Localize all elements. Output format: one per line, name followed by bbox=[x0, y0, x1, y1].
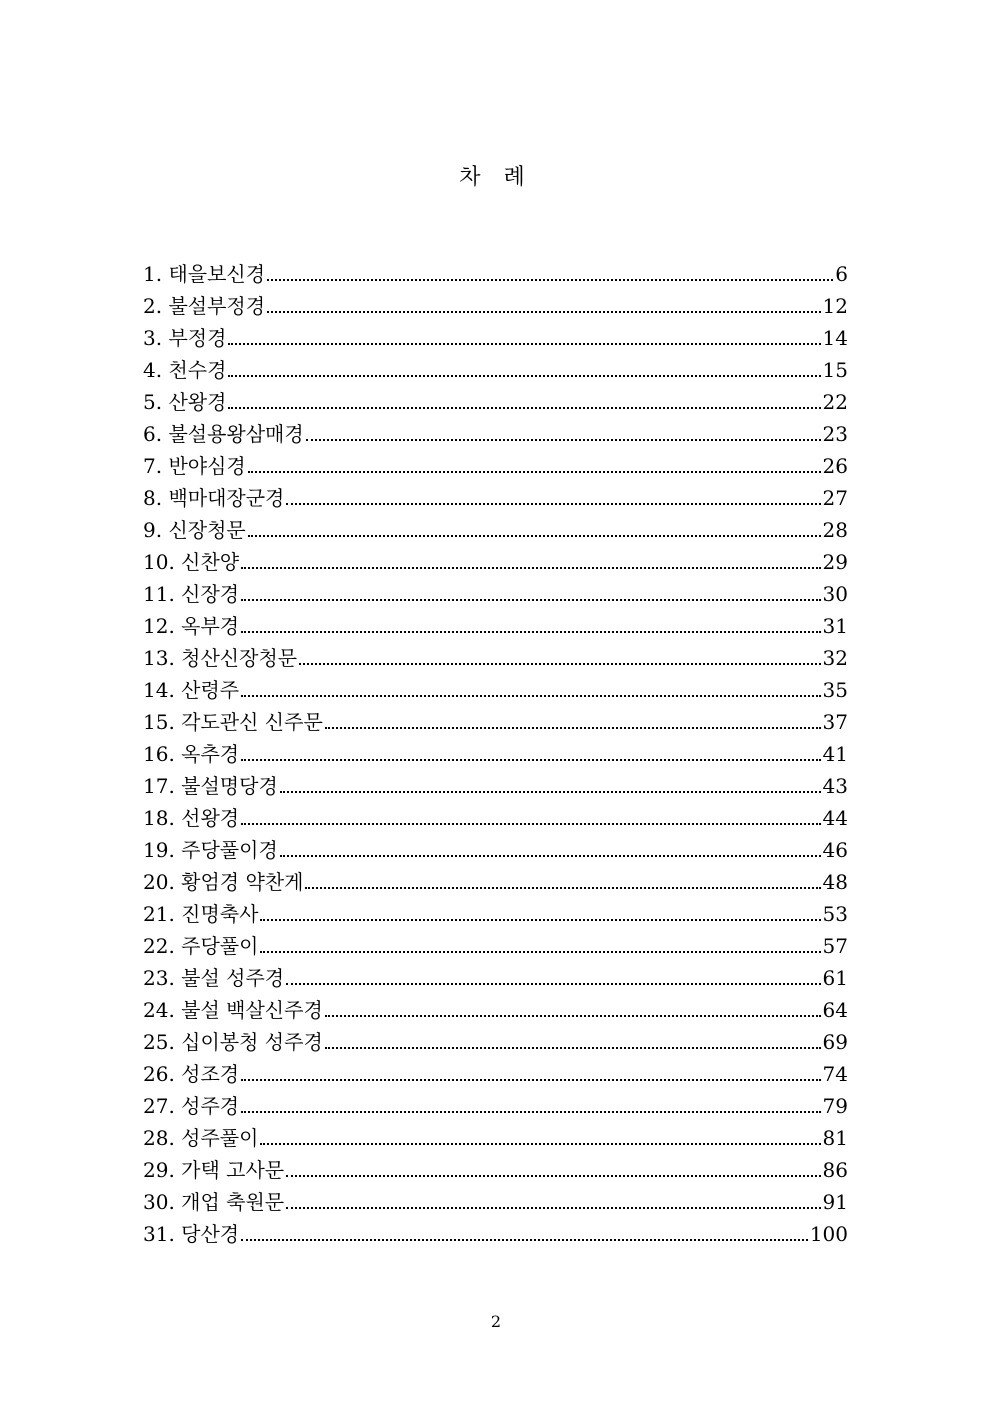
toc-entry-page: 12 bbox=[822, 294, 848, 318]
toc-entry-number: 22. bbox=[143, 934, 175, 958]
toc-entry-title: 불설 성주경 bbox=[181, 966, 285, 990]
toc-entry-number: 7. bbox=[143, 454, 163, 478]
toc-entry-page: 35 bbox=[822, 678, 848, 702]
toc-entry-page: 81 bbox=[822, 1126, 848, 1150]
toc-entry-page: 6 bbox=[835, 262, 848, 286]
toc-entry-number: 21. bbox=[143, 902, 175, 926]
toc-entry bbox=[143, 482, 848, 514]
toc-entry-page: 22 bbox=[822, 390, 848, 414]
toc-entry-number: 5. bbox=[143, 390, 163, 414]
toc-entry-title: 천수경 bbox=[168, 358, 227, 382]
toc-entry-page: 23 bbox=[822, 422, 848, 446]
dot-leader bbox=[241, 695, 820, 697]
dot-leader bbox=[260, 951, 820, 953]
toc-entry-page: 28 bbox=[822, 518, 848, 542]
toc-entry-page: 64 bbox=[822, 998, 848, 1022]
dot-leader bbox=[241, 1079, 820, 1081]
toc-entry-title: 진명축사 bbox=[181, 902, 259, 926]
toc-entry-page: 61 bbox=[822, 966, 848, 990]
toc-entry-number: 24. bbox=[143, 998, 175, 1022]
toc-entry-number: 30. bbox=[143, 1190, 175, 1214]
toc-entry-page: 86 bbox=[822, 1158, 848, 1182]
toc-entry-number: 11. bbox=[143, 582, 175, 606]
dot-leader bbox=[228, 407, 820, 409]
toc-entry bbox=[143, 994, 848, 1026]
dot-leader bbox=[248, 535, 821, 537]
dot-leader bbox=[306, 439, 821, 441]
toc-entry bbox=[143, 1218, 848, 1250]
toc-entry-number: 15. bbox=[143, 710, 175, 734]
toc-entry bbox=[143, 578, 848, 610]
toc-entry bbox=[143, 1090, 848, 1122]
toc-entry-number: 10. bbox=[143, 550, 175, 574]
toc-entry-page: 53 bbox=[822, 902, 848, 926]
toc-entry-number: 3. bbox=[143, 326, 163, 350]
dot-leader bbox=[241, 759, 820, 761]
toc-entry bbox=[143, 450, 848, 482]
toc-entry-page: 14 bbox=[822, 326, 848, 350]
toc-entry-page: 27 bbox=[822, 486, 848, 510]
toc-entry-page: 37 bbox=[822, 710, 848, 734]
toc-entry-page: 43 bbox=[822, 774, 848, 798]
dot-leader bbox=[299, 663, 820, 665]
toc-entry bbox=[143, 258, 848, 290]
dot-leader bbox=[267, 279, 833, 281]
toc-entry-page: 91 bbox=[822, 1190, 848, 1214]
dot-leader bbox=[325, 1015, 821, 1017]
toc-entry bbox=[143, 1186, 848, 1218]
toc-entry bbox=[143, 642, 848, 674]
toc-entry-number: 19. bbox=[143, 838, 175, 862]
toc-entry-title: 십이봉청 성주경 bbox=[181, 1030, 323, 1054]
toc-entry bbox=[143, 546, 848, 578]
toc-entry-title: 성조경 bbox=[181, 1062, 240, 1086]
dot-leader bbox=[280, 791, 821, 793]
toc-entry-title: 신찬양 bbox=[181, 550, 240, 574]
toc-entry bbox=[143, 418, 848, 450]
dot-leader bbox=[241, 599, 820, 601]
toc-entry-page: 32 bbox=[822, 646, 848, 670]
toc-entry-number: 18. bbox=[143, 806, 175, 830]
dot-leader bbox=[241, 1239, 808, 1241]
dot-leader bbox=[267, 311, 820, 313]
toc-entry-title: 옥부경 bbox=[181, 614, 240, 638]
dot-leader bbox=[305, 887, 820, 889]
dot-leader bbox=[241, 631, 820, 633]
toc-entry-page: 69 bbox=[822, 1030, 848, 1054]
toc-entry-page: 44 bbox=[822, 806, 848, 830]
toc-entry-number: 13. bbox=[143, 646, 175, 670]
toc-entry-page: 31 bbox=[822, 614, 848, 638]
toc-entry-number: 16. bbox=[143, 742, 175, 766]
toc-entry-title: 부정경 bbox=[168, 326, 227, 350]
toc-entry-number: 31. bbox=[143, 1222, 175, 1246]
dot-leader bbox=[286, 503, 820, 505]
dot-leader bbox=[241, 567, 820, 569]
toc-entry-number: 8. bbox=[143, 486, 163, 510]
toc-entry-title: 산령주 bbox=[181, 678, 240, 702]
toc-entry-number: 4. bbox=[143, 358, 163, 382]
toc-entry-title: 선왕경 bbox=[181, 806, 240, 830]
table-of-contents bbox=[143, 258, 848, 1250]
toc-entry-title: 산왕경 bbox=[168, 390, 227, 414]
toc-entry bbox=[143, 802, 848, 834]
toc-entry bbox=[143, 738, 848, 770]
toc-entry bbox=[143, 930, 848, 962]
toc-entry-title: 불설부정경 bbox=[168, 294, 266, 318]
toc-entry-page: 26 bbox=[822, 454, 848, 478]
toc-entry bbox=[143, 1058, 848, 1090]
toc-entry-page: 48 bbox=[822, 870, 848, 894]
toc-entry-title: 불설명당경 bbox=[181, 774, 278, 798]
dot-leader bbox=[228, 375, 820, 377]
dot-leader bbox=[260, 919, 820, 921]
toc-entry-page: 46 bbox=[822, 838, 848, 862]
toc-entry-title: 개업 축원문 bbox=[181, 1190, 285, 1214]
dot-leader bbox=[325, 727, 821, 729]
toc-entry bbox=[143, 834, 848, 866]
dot-leader bbox=[280, 855, 821, 857]
toc-entry bbox=[143, 610, 848, 642]
dot-leader bbox=[325, 1047, 821, 1049]
toc-entry-page: 100 bbox=[809, 1222, 848, 1246]
toc-entry bbox=[143, 770, 848, 802]
toc-entry-number: 12. bbox=[143, 614, 175, 638]
toc-entry-page: 30 bbox=[822, 582, 848, 606]
toc-entry-page: 15 bbox=[822, 358, 848, 382]
toc-entry-number: 26. bbox=[143, 1062, 175, 1086]
dot-leader bbox=[241, 1111, 820, 1113]
toc-entry-title: 불설 백살신주경 bbox=[181, 998, 323, 1022]
toc-entry-title: 백마대장군경 bbox=[168, 486, 285, 510]
toc-entry-title: 신장청문 bbox=[168, 518, 246, 542]
dot-leader bbox=[248, 471, 821, 473]
toc-entry-number: 17. bbox=[143, 774, 175, 798]
toc-entry-title: 주당풀이경 bbox=[181, 838, 278, 862]
toc-entry-page: 57 bbox=[822, 934, 848, 958]
dot-leader bbox=[286, 1207, 820, 1209]
toc-entry-title: 반야심경 bbox=[168, 454, 246, 478]
dot-leader bbox=[241, 823, 820, 825]
toc-entry-number: 14. bbox=[143, 678, 175, 702]
toc-entry-page: 29 bbox=[822, 550, 848, 574]
dot-leader bbox=[286, 983, 820, 985]
toc-entry-number: 2. bbox=[143, 294, 163, 318]
toc-entry-title: 성주경 bbox=[181, 1094, 240, 1118]
toc-entry-title: 불설용왕삼매경 bbox=[168, 422, 304, 446]
dot-leader bbox=[228, 343, 820, 345]
toc-entry-title: 성주풀이 bbox=[181, 1126, 259, 1150]
toc-entry-title: 가택 고사문 bbox=[181, 1158, 285, 1182]
toc-entry-title: 황엄경 약찬게 bbox=[181, 870, 304, 894]
toc-entry-number: 23. bbox=[143, 966, 175, 990]
toc-entry bbox=[143, 1154, 848, 1186]
toc-entry bbox=[143, 386, 848, 418]
toc-entry-title: 태을보신경 bbox=[168, 262, 266, 286]
toc-entry bbox=[143, 322, 848, 354]
toc-entry bbox=[143, 674, 848, 706]
toc-entry-page: 79 bbox=[822, 1094, 848, 1118]
page-number: 2 bbox=[490, 1312, 502, 1331]
toc-entry-title: 신장경 bbox=[181, 582, 240, 606]
toc-entry bbox=[143, 866, 848, 898]
dot-leader bbox=[260, 1143, 820, 1145]
toc-entry bbox=[143, 354, 848, 386]
toc-entry bbox=[143, 290, 848, 322]
toc-entry bbox=[143, 1026, 848, 1058]
toc-entry-number: 1. bbox=[143, 262, 163, 286]
toc-entry-title: 각도관신 신주문 bbox=[181, 710, 323, 734]
toc-entry-title: 청산신장청문 bbox=[181, 646, 298, 670]
toc-entry-page: 41 bbox=[822, 742, 848, 766]
toc-entry-page: 74 bbox=[822, 1062, 848, 1086]
toc-entry bbox=[143, 706, 848, 738]
toc-entry-title: 옥추경 bbox=[181, 742, 240, 766]
toc-entry bbox=[143, 514, 848, 546]
dot-leader bbox=[286, 1175, 820, 1177]
toc-entry-number: 25. bbox=[143, 1030, 175, 1054]
toc-entry-title: 주당풀이 bbox=[181, 934, 259, 958]
toc-entry-number: 9. bbox=[143, 518, 163, 542]
toc-entry bbox=[143, 962, 848, 994]
page-title: 차 례 bbox=[459, 165, 533, 190]
toc-entry-number: 29. bbox=[143, 1158, 175, 1182]
toc-entry-title: 당산경 bbox=[181, 1222, 240, 1246]
toc-entry-number: 20. bbox=[143, 870, 175, 894]
toc-entry bbox=[143, 898, 848, 930]
toc-entry-number: 27. bbox=[143, 1094, 175, 1118]
toc-entry-number: 6. bbox=[143, 422, 163, 446]
toc-entry-number: 28. bbox=[143, 1126, 175, 1150]
toc-entry bbox=[143, 1122, 848, 1154]
